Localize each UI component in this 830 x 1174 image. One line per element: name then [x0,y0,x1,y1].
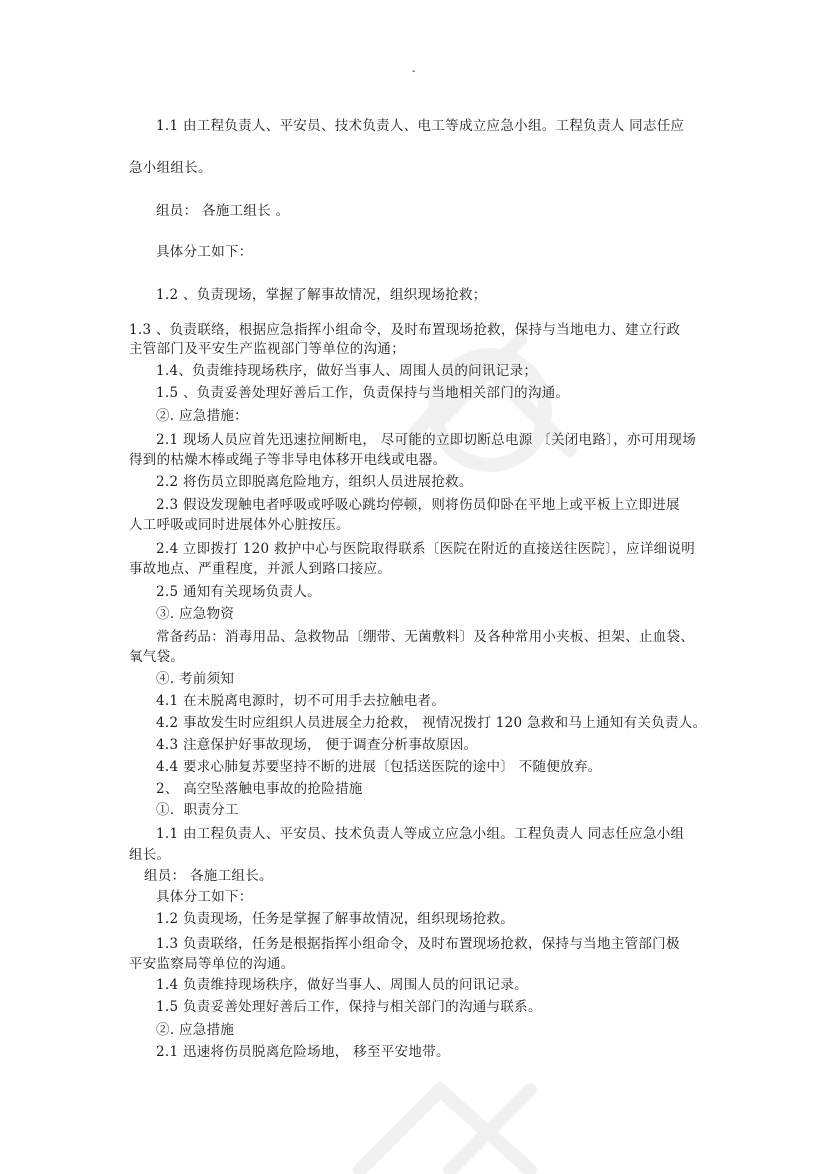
text-line: 2.2 将伤员立即脱离危险地方，组织人员进展抢救。 [156,474,473,490]
text-line: 4.1 在未脱离电源时，切不可用手去拉触电者。 [156,693,446,709]
text-line: ②. 应急措施： [156,408,248,424]
text-line: 2.4 立即拨打 120 救护中心与医院取得联系〔医院在附近的直接送往医院〕，应详细说明 [156,541,696,557]
page-header-dash: - [412,66,416,77]
text-line: ①．职责分工 [156,802,239,818]
text-line: 1.4 负责维持现场秩序，做好当事人、周围人员的问讯记录。 [156,977,528,993]
text-line: 主管部门及平安生产监视部门等单位的沟通； [129,341,405,357]
text-line: 1.5 、负责妥善处理好善后工作，负责保持与当地相关部门的沟通。 [156,385,570,401]
text-line: ③. 应急物资 [156,606,235,622]
text-line: 2.1 迅速将伤员脱离危险场地， 移至平安地带。 [156,1044,450,1060]
text-line: 1.1 由工程负责人、平安员、技术负责人等成立应急小组。工程负责人 同志任应急小组 [156,826,685,842]
text-line: 1.3 负责联络，任务是根据指挥小组命令，及时布置现场抢救，保持与当地主管部门极 [156,936,680,952]
section-heading: 2、 高空坠落触电事故的抢险措施 [156,781,363,797]
text-line: 事故地点、严重程度，并派人到路口接应。 [129,561,392,577]
text-line: 组长。 [129,847,171,863]
text-line: 得到的枯燥木棒或绳子等非导电体移开电线或电器。 [129,452,447,468]
text-line: 人工呼吸或同时进展体外心脏按压。 [129,517,350,533]
text-line: 组员： 各施工组长。 [144,868,273,884]
text-line: 1.2 、负责现场，掌握了解事故情况，组织现场抢救； [156,287,487,303]
text-line: 组员： 各施工组长 。 [156,203,290,219]
text-line: ④. 考前须知 [156,671,235,687]
text-line: 1.3 、负责联络，根据应急指挥小组命令，及时布置现场抢救，保持与当地电力、建立行政 [129,322,681,338]
text-line: 具体分工如下： [156,889,253,905]
text-line: 1.4、负责维持现场秩序，做好当事人、周围人员的问讯记录； [156,363,538,379]
text-line: 2.1 现场人员应首先迅速拉闸断电， 尽可能的立即切断总电源 〔关闭电路〕，亦可用现场 [156,432,696,448]
text-line: 4.4 要求心肺复苏要坚持不断的进展〔包括送医院的途中〕 不随便放弃。 [156,759,602,775]
text-line: 1.1 由工程负责人、平安员、技术负责人、电工等成立应急小组。工程负责人 同志任应 [156,118,685,134]
text-line: 4.3 注意保护好事故现场， 便于调查分析事故原因。 [156,737,478,753]
text-line: 4.2 事故发生时应组织人员进展全力抢救， 视情况拨打 120 急救和马上通知有关负责人。 [156,715,707,731]
text-line: 1.2 负责现场，任务是掌握了解事故情况，组织现场抢救。 [156,911,515,927]
text-line: ②. 应急措施 [156,1022,235,1038]
text-line: 1.5 负责妥善处理好善后工作，保持与相关部门的沟通与联系。 [156,999,542,1015]
text-line: 氧气袋。 [129,649,185,665]
text-line: 常备药品：消毒用品、急救物品〔绷带、无菌敷料〕及各种常用小夹板、担架、止血袋、 [156,629,695,645]
text-line: 平安监察局等单位的沟通。 [129,956,295,972]
text-line: 具体分工如下： [156,244,253,260]
watermark-stamp-lower [330,1060,590,1174]
text-line: 2.5 通知有关现场负责人。 [156,584,321,600]
text-line: 2.3 假设发现触电者呼吸或呼吸心跳均停顿，则将伤员仰卧在平地上或平板上立即进展 [156,497,680,513]
text-line: 急小组组长。 [129,160,212,176]
